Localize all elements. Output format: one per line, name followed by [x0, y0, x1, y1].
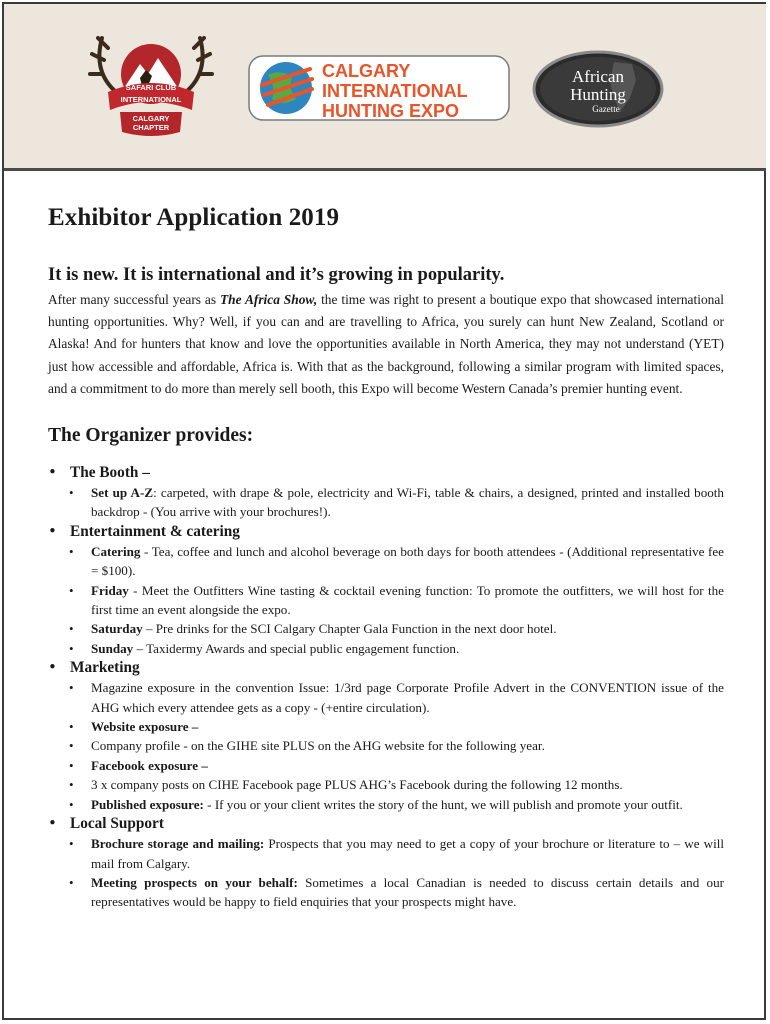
category-items — [70, 678, 724, 814]
category-marketing — [48, 658, 724, 814]
list-item — [70, 756, 724, 775]
list-item — [70, 775, 724, 794]
category-title: • Local Support — [70, 815, 164, 833]
list-item — [70, 639, 724, 658]
intro-text-after: the time was right to present a boutique expo that showcased international hunting opportunities. Why? Well, if you can and are travelling to Africa, you surely can hunt New Zealand, Scotland or Alaska! And for hunters that know and love the opportunities available in North America, they may not understand (YET) just how accessible and affordable, Africa is. With that as the background, following a similar program with limited spaces, and a commitment to do more than merely sell booth, this Expo will become Western Canada’s premier hunting event. — [48, 292, 724, 396]
item-text: – Pre drinks for the SCI Calgary Chapter Gala Function in the next door hotel. — [142, 621, 557, 637]
intro-text-before: After many successful years as — [48, 292, 220, 307]
item-text: - Meet the Outfitters Wine tasting & cocktail evening function: To promote the outfitters, we will host for the first time an event alongside the expo. — [91, 582, 724, 618]
category-items — [70, 834, 724, 912]
item-text: Prospects that you may need to get a copy of your brochure or literature to – we will mail from Calgary. — [91, 836, 725, 871]
list-item — [70, 542, 724, 581]
list-item — [70, 736, 724, 755]
subheading: It is new. It is international and it’s growing in popularity. — [48, 265, 505, 285]
item-bold: Brochure storage and mailing: — [91, 836, 265, 852]
gihe-logo-text-3: HUNTING EXPO — [322, 101, 460, 121]
document-body — [48, 204, 724, 912]
page-title: Exhibitor Application 2019 — [48, 204, 340, 231]
category-entertainment — [48, 522, 724, 658]
list-item — [70, 873, 724, 912]
calgary-hunting-expo-logo — [248, 55, 510, 121]
ahg-logo-text-1: African — [572, 67, 624, 86]
item-bold: Facebook exposure – — [91, 757, 208, 773]
item-bold: Website exposure – — [91, 719, 199, 735]
gihe-logo-text-2: INTERNATIONAL — [322, 81, 468, 101]
sci-logo-text-3: CALGARY — [132, 114, 170, 123]
item-bold: Friday — [91, 582, 129, 598]
item-bold: Meeting prospects on your behalf: — [91, 874, 298, 890]
item-text: - Tea, coffee and lunch and alcohol beverage on both days for booth attendees - (Additional representative fee = $100). — [91, 543, 724, 579]
category-title: • The Booth – — [70, 464, 150, 482]
item-text: Sometimes a local Canadian is needed to discuss certain details and our representatives would be happy to field enquiries that your prospects might have. — [91, 874, 724, 910]
item-text: Company profile - on the GIHE site PLUS on the AHG website for the following year. — [91, 738, 545, 754]
list-item — [70, 795, 724, 814]
category-list — [48, 463, 724, 912]
item-text: Magazine exposure in the convention Issue: 1/3rd page Corporate Profile Advert in the CONVENTION issue of the AHG which every attendee gets as a copy - (+entire circulation). — [91, 680, 724, 715]
ahg-logo-text-2: Hunting — [570, 85, 626, 104]
item-bold: Catering — [91, 543, 141, 559]
list-item — [70, 678, 724, 717]
intro-show-name: The Africa Show, — [219, 292, 318, 307]
list-item — [70, 717, 724, 736]
item-text: : carpeted, with drape & pole, electricity and Wi-Fi, table & chairs, a designed, printed and installed booth backdrop - (You arrive with your brochures!). — [91, 485, 724, 520]
list-item — [70, 581, 724, 620]
intro-paragraph — [48, 289, 724, 400]
item-text: - If you or your client writes the story of the hunt, we will publish and promote your outfit. — [203, 796, 683, 812]
list-item — [70, 483, 724, 522]
gihe-logo-text-1: CALGARY — [322, 61, 411, 81]
item-bold: Sunday — [91, 640, 134, 656]
item-bold: Saturday — [91, 621, 143, 637]
ahg-logo-text-3: Gazette — [592, 104, 620, 114]
item-text: – Taxidermy Awards and special public engagement function. — [133, 640, 460, 656]
category-items — [70, 542, 724, 658]
african-hunting-gazette-logo — [532, 50, 664, 128]
sci-logo-text-2: INTERNATIONAL — [120, 95, 182, 104]
sci-logo-text-4: CHAPTER — [132, 123, 170, 132]
item-bold: Published exposure: — [91, 796, 204, 812]
list-item — [70, 619, 724, 638]
sci-calgary-chapter-logo — [86, 30, 216, 142]
category-items — [70, 483, 724, 522]
list-item — [70, 834, 724, 873]
category-local-support — [48, 814, 724, 912]
item-text: 3 x company posts on CIHE Facebook page PLUS AHG’s Facebook during the following 12 months. — [91, 777, 623, 793]
category-title: • Entertainment & catering — [70, 522, 240, 540]
item-bold: Set up A-Z — [91, 485, 154, 501]
category-title: • Marketing — [70, 659, 140, 677]
sci-logo-text-1: SAFARI CLUB — [125, 83, 177, 92]
category-booth — [48, 463, 724, 522]
organizer-heading: The Organizer provides: — [48, 425, 254, 447]
